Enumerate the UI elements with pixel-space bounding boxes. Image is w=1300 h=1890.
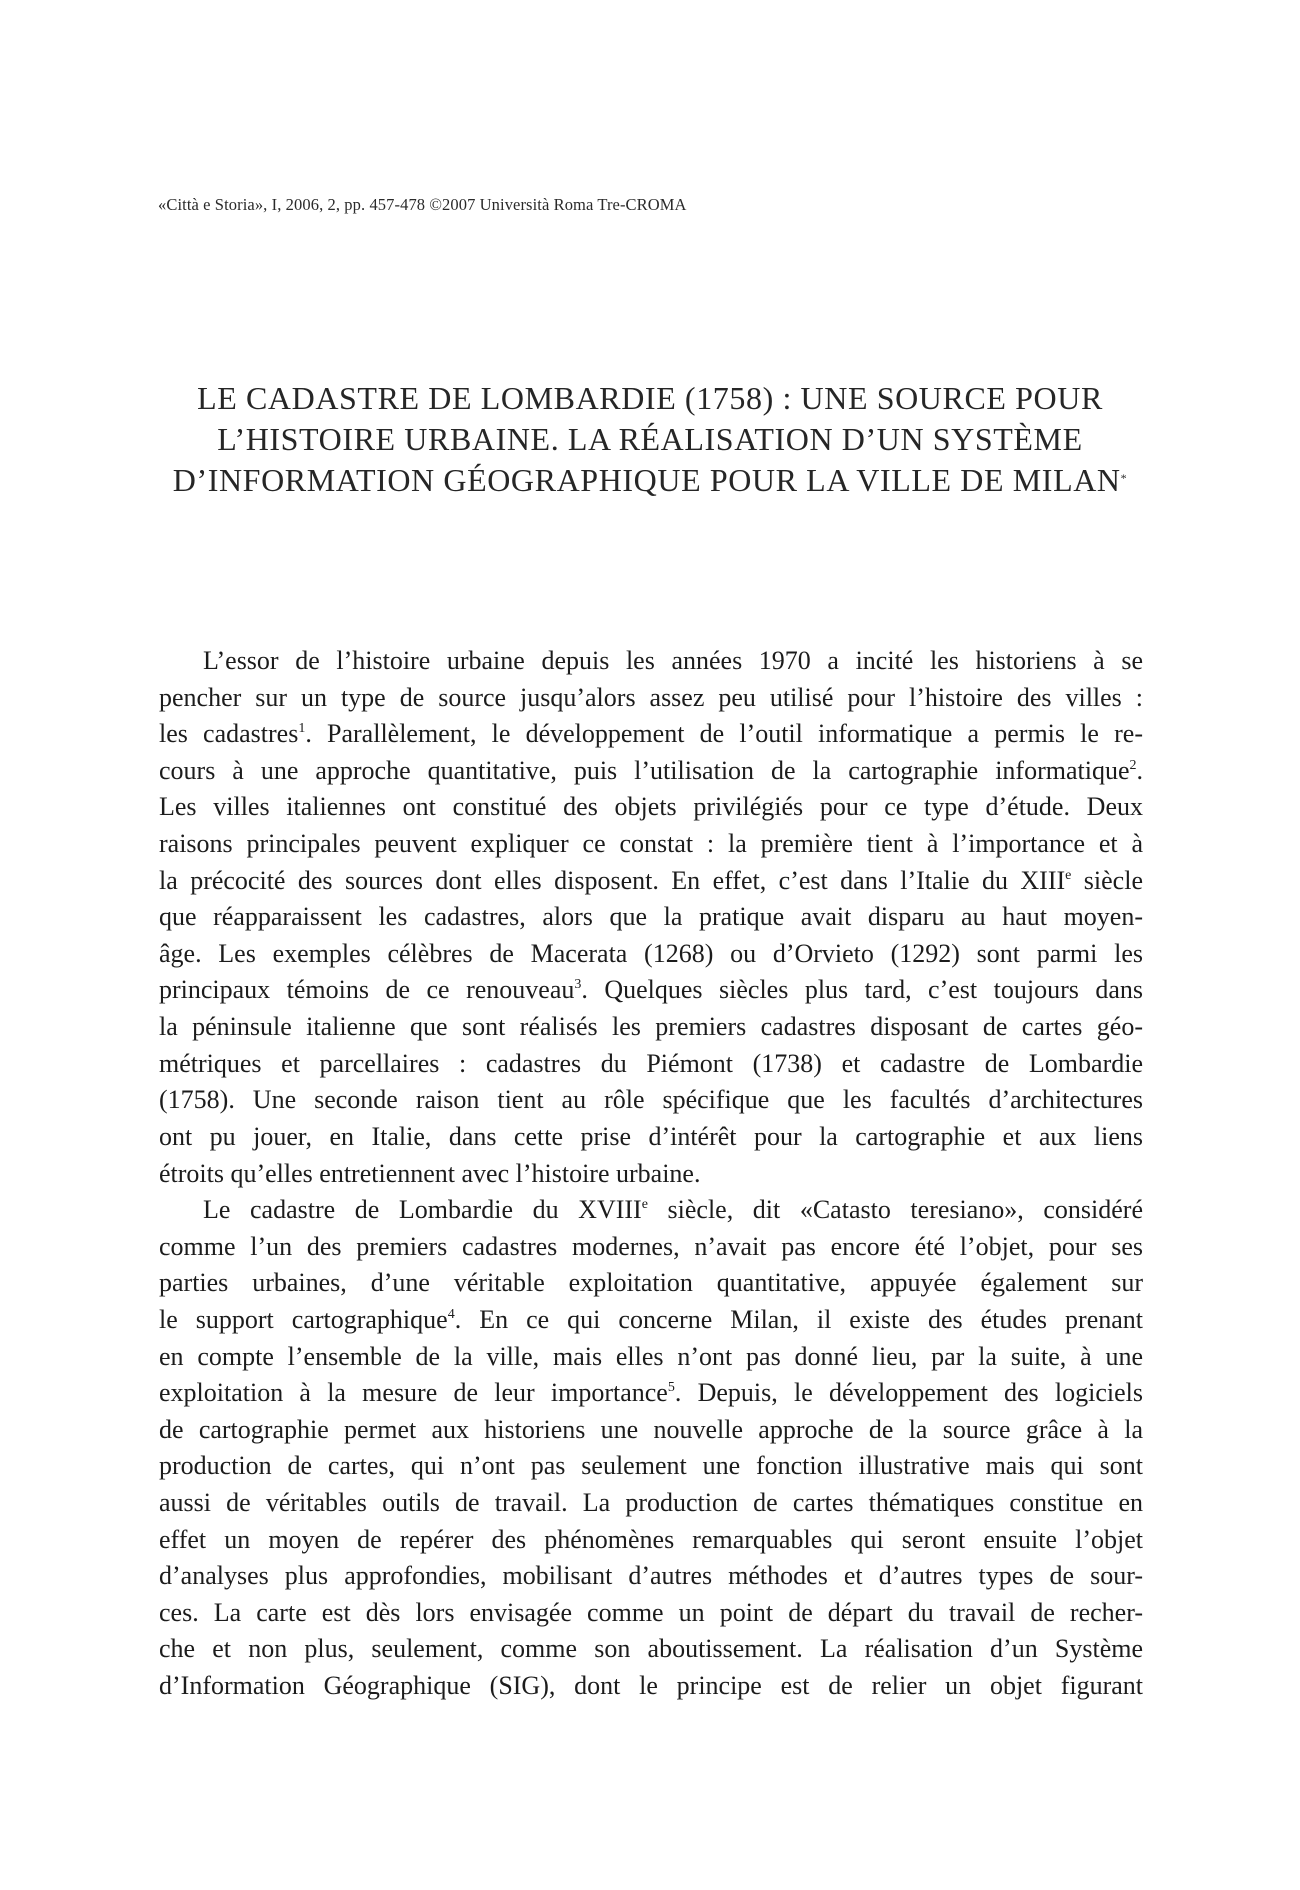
footnote-reference: e [641, 1197, 648, 1213]
title-line [120, 460, 1180, 501]
text-line: exploitation à la mesure de leur importance$^5$. Depuis, le développement des logiciels [159, 1378, 1143, 1408]
text-line: de cartographie permet aux historiens une nouvelle approche de la source grâce à la [159, 1414, 1143, 1444]
text-line: ont pu jouer, en Italie, dans cette prise d’intérêt pour la cartographie et aux liens [159, 1121, 1143, 1151]
text-line: Le cadastre de Lombardie du XVIIIe siècle, dit «Catasto teresiano», considéré [203, 1195, 1143, 1225]
text-line: effet un moyen de repérer des phénomènes remarquables qui seront ensuite l’objet [159, 1524, 1143, 1554]
text-line: cours à une approche quantitative, puis l’utilisation de la cartographie informatique$^2$. [159, 755, 1143, 785]
title-footnote-mark: * [1120, 471, 1128, 485]
text-line: comme l’un des premiers cadastres modernes, n’avait pas encore été l’objet, pour ses [159, 1231, 1143, 1261]
text-line: che et non plus, seulement, comme son aboutissement. La réalisation d’un Système [159, 1634, 1143, 1664]
footnote-reference: 2 [1129, 757, 1137, 773]
text-line: production de cartes, qui n’ont pas seulement une fonction illustrative mais qui sont [159, 1451, 1143, 1481]
text-line: aussi de véritables outils de travail. La production de cartes thématiques constitue en [159, 1488, 1143, 1518]
text-line: la péninsule italienne que sont réalisés les premiers cadastres disposant de cartes géo- [159, 1012, 1143, 1042]
footnote-reference: 5 [667, 1380, 675, 1396]
text-line: (1758). Une seconde raison tient au rôle spécifique que les facultés d’architectures [159, 1085, 1143, 1115]
text-line: d’Information Géographique (SIG), dont le principe est de relier un objet figurant [159, 1671, 1143, 1701]
text-line: principaux témoins de ce renouveau$^3$. Quelques siècles plus tard, c’est toujours dans [159, 975, 1143, 1005]
text-line: Les villes italiennes ont constitué des objets privilégiés pour ce type d’étude. Deux [159, 792, 1143, 822]
text-line: L’essor de l’histoire urbaine depuis les années 1970 a incité les historiens à se [203, 646, 1143, 675]
text-line: étroits qu’elles entretiennent avec l’histoire urbaine. [159, 1158, 701, 1188]
text-line: les cadastres$^1$. Parallèlement, le développement de l’outil informatique a permis le re- [159, 719, 1143, 749]
title-line: L’HISTOIRE URBAINE. LA RÉALISATION D’UN SYSTÈME [217, 421, 1083, 457]
footnote-reference: e [1065, 867, 1072, 883]
text-line: que réapparaissent les cadastres, alors que la pratique avait disparu au haut moyen- [159, 902, 1143, 932]
text-line: la précocité des sources dont elles disposent. En effet, c’est dans l’Italie du XIIIe siècle [159, 865, 1143, 895]
footnote-reference: 3 [574, 977, 582, 993]
body-paragraph [159, 643, 1143, 1192]
text-line: d’analyses plus approfondies, mobilisant d’autres méthodes et d’autres types de sour- [159, 1561, 1143, 1591]
article-body [159, 643, 1143, 1705]
text-line: pencher sur un type de source jusqu’alors assez peu utilisé pour l’histoire des villes : [159, 682, 1143, 712]
text-line: ces. La carte est dès lors envisagée comme un point de départ du travail de recher- [159, 1597, 1143, 1627]
text-line: parties urbaines, d’une véritable exploitation quantitative, appuyée également sur [159, 1268, 1143, 1298]
article-title [120, 378, 1180, 501]
text-line: raisons principales peuvent expliquer ce constat : la première tient à l’importance et à [159, 829, 1143, 859]
text-line: métriques et parcellaires : cadastres du Piémont (1738) et cadastre de Lombardie [159, 1048, 1143, 1078]
text-line: le support cartographique$^4$. En ce qui concerne Milan, il existe des études prenant [159, 1304, 1143, 1334]
body-paragraph [159, 1192, 1143, 1705]
title-line: LE CADASTRE DE LOMBARDIE (1758) : UNE SOURCE POUR [197, 380, 1103, 416]
footnote-reference: 4 [447, 1306, 455, 1322]
text-line: âge. Les exemples célèbres de Macerata (1268) ou d’Orvieto (1292) sont parmi les [159, 938, 1143, 968]
running-header-citation: «Città e Storia», I, 2006, 2, pp. 457-478 ©2007 Università Roma Tre-CROMA [158, 195, 687, 214]
title-line-text: D’INFORMATION GÉOGRAPHIQUE POUR LA VILLE DE MILAN [172, 462, 1121, 498]
footnote-reference: 1 [298, 721, 306, 737]
text-line: en compte l’ensemble de la ville, mais elles n’ont pas donné lieu, par la suite, à une [159, 1341, 1143, 1371]
